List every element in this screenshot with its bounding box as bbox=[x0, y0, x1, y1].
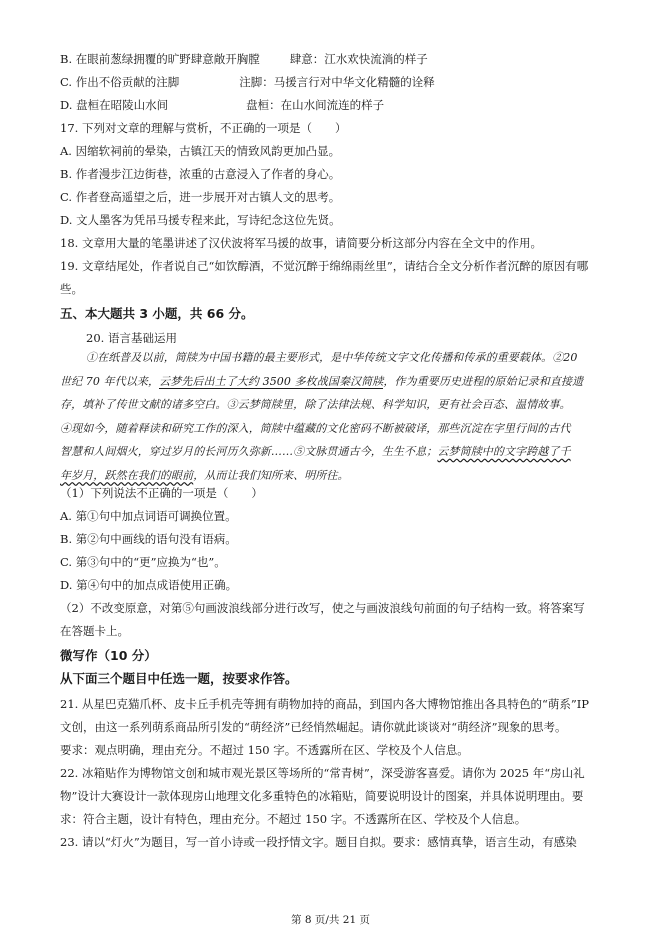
option-note: 盘桓：在山水间流连的样子 bbox=[246, 98, 385, 112]
passage-seg: ，作为重要历史进程的原始记录和直接遗 bbox=[383, 374, 584, 388]
q21-line2: 文创，由这一系列萌系商品所引发的“萌经济”已经悄然崛起。请你就此谈谈对“萌经济”现象的思考。 bbox=[60, 720, 567, 734]
section-five-title: 五、本大题共 3 小题，共 66 分。 bbox=[60, 306, 254, 321]
option-note: 注脚：马援言行对中华文化精髓的诠释 bbox=[239, 75, 435, 89]
q21-line1: 21. 从星巴克猫爪杯、皮卡丘手机壳等拥有萌物加持的商品，到国内各大博物馆推出各具特色的“萌系”IP bbox=[60, 697, 589, 711]
q20-passage bbox=[60, 346, 608, 487]
micro-writing-title: 微写作（10 分） bbox=[60, 648, 157, 663]
q20-1-option-b: B. 第②句中画线的语句没有语病。 bbox=[60, 532, 237, 546]
q16-option-b bbox=[60, 52, 428, 67]
page-number: 第 8 页/共 21 页 bbox=[291, 914, 370, 926]
q20-1-option-d: D. 第④句中的加点成语使用正确。 bbox=[60, 578, 238, 592]
passage-line-5 bbox=[60, 440, 608, 464]
q20-title: 20. 语言基础运用 bbox=[86, 331, 177, 345]
q17-option-d: D. 文人墨客为凭吊马援专程来此，写诗纪念这位先贤。 bbox=[60, 213, 341, 227]
q20-1-option-c: C. 第③句中的“更”应换为“也”。 bbox=[60, 555, 226, 569]
q22-line2: 物”设计大赛设计一款体现房山地理文化多重特色的冰箱贴，简要说明设计的图案，并具体说明理由。要 bbox=[60, 789, 584, 803]
wavy-underlined-sentence: 云梦简牍中的文字跨越了千 bbox=[437, 445, 571, 458]
q23-line1: 23. 请以“灯火”为题目，写一首小诗或一段抒情文字。题目自拟。要求：感情真挚，语言生动，有感染 bbox=[60, 835, 577, 849]
passage-seg: 世纪 70 年代以来， bbox=[60, 374, 160, 388]
passage-line-2 bbox=[60, 370, 608, 394]
passage-seg: ，从而让我们知所来、明所往。 bbox=[193, 468, 349, 482]
q22-line1: 22. 冰箱贴作为博物馆文创和城市观光景区等场所的“常青树”，深受游客喜爱。请你为 2025 年“房山礼 bbox=[60, 766, 585, 780]
passage-line-3: 存，填补了传世文献的诸多空白。③云梦简牍里，除了法律法规、科学知识，更有社会百态、温情故事。 bbox=[60, 398, 571, 411]
q20-1-option-a: A. 第①句中加点词语可调换位置。 bbox=[60, 509, 237, 523]
q19-stem-line1: 19. 文章结尾处，作者说自己“如饮醇酒，不觉沉醉于绵绵雨丝里”，请结合全文分析作者沉醉的原因有哪 bbox=[60, 259, 589, 273]
q22-line3: 求：符合主题，设计有特色，理由充分。不超过 150 字。不透露所在区、学校及个人信息。 bbox=[60, 812, 527, 826]
option-text: C. 作出不俗贡献的注脚 bbox=[60, 75, 180, 89]
q21-line3: 要求：观点明确，理由充分。不超过 150 字。不透露所在区、学校及个人信息。 bbox=[60, 743, 469, 757]
underlined-sentence: 云梦先后出土了大约 3500 多枚战国秦汉简牍 bbox=[159, 374, 384, 388]
micro-writing-instruction: 从下面三个题目中任选一题，按要求作答。 bbox=[60, 671, 298, 686]
option-note: 肆意：江水欢快流淌的样子 bbox=[289, 52, 428, 66]
passage-line-6 bbox=[60, 464, 608, 488]
option-text: D. 盘桓在昭陵山水间 bbox=[60, 98, 169, 112]
q17-option-a: A. 因缩软祠前的晕染，古镇江天的情致风韵更加凸显。 bbox=[60, 144, 341, 158]
q20-1-stem: （1）下列说法不正确的一项是（ ） bbox=[60, 486, 263, 500]
q17-option-b: B. 作者漫步江边街巷，浓重的古意浸入了作者的身心。 bbox=[60, 167, 341, 181]
q16-option-d bbox=[60, 98, 384, 113]
wavy-underlined-sentence: 年岁月，跃然在我们的眼前 bbox=[60, 468, 194, 482]
passage-seg: 智慧和人间烟火，穿过岁月的长河历久弥新……⑤文脉贯通古今，生生不息； bbox=[60, 445, 438, 458]
passage-line-1: ①在纸普及以前，简牍为中国书籍的最主要形式，是中华传统文字文化传播和传承的重要载体。②20 bbox=[86, 351, 578, 364]
q18-stem: 18. 文章用大量的笔墨讲述了汉伏波将军马援的故事，请简要分析这部分内容在全文中的作用。 bbox=[60, 236, 542, 250]
q17-stem: 17. 下列对文章的理解与赏析，不正确的一项是（ ） bbox=[60, 121, 347, 135]
q16-option-c bbox=[60, 75, 435, 90]
option-text: B. 在眼前葱绿拥覆的旷野肆意敞开胸膛 bbox=[60, 52, 260, 66]
q20-2-stem-line2: 在答题卡上。 bbox=[60, 624, 129, 638]
q19-stem-line2: 些。 bbox=[60, 282, 83, 296]
q17-option-c: C. 作者登高遥望之后，进一步展开对古镇人文的思考。 bbox=[60, 190, 341, 204]
q20-2-stem-line1: （2）不改变原意，对第⑤句画波浪线部分进行改写，使之与画波浪线句前面的句子结构一致。将答案写 bbox=[60, 601, 585, 615]
passage-line-4: ④现如今，随着释读和研究工作的深入，简牍中蕴藏的文化密码不断被破译，那些沉淀在字里行间的古代 bbox=[60, 421, 571, 435]
